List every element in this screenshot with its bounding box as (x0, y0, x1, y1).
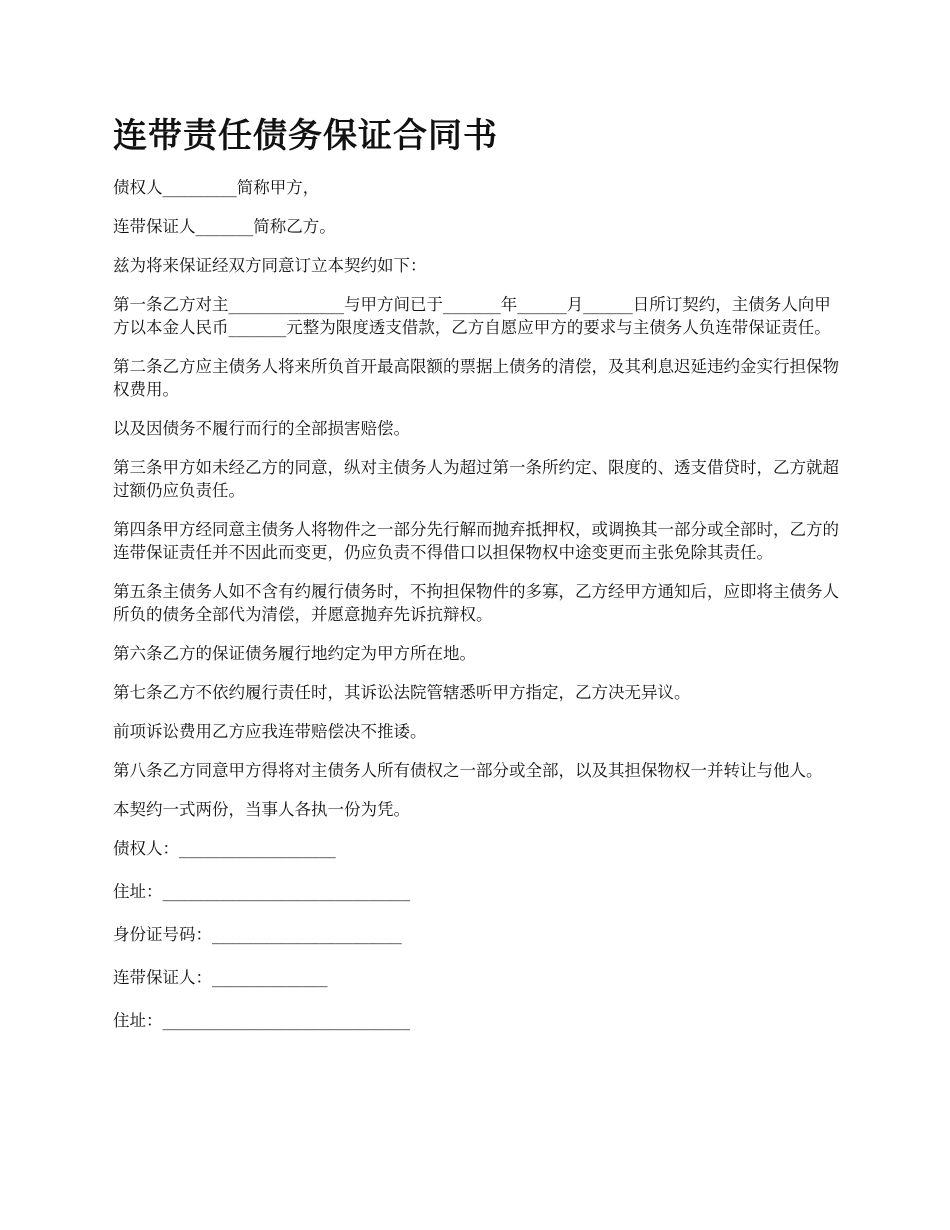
document-title: 连带责任债务保证合同书 (113, 116, 498, 156)
article-3: 第三条甲方如未经乙方的同意，纵对主债务人为超过第一条所约定、限度的、透支借贷时，乙方就超过额仍应负责任。 (113, 458, 839, 500)
article-2: 第二条乙方应主债务人将来所负首开最高限额的票据上债务的清偿，及其利息迟延违约金实行担保物权费用。 (113, 357, 839, 399)
article-7-continued: 前项诉讼费用乙方应我连带赔偿决不推诿。 (113, 722, 427, 741)
signature-guarantor-address: 住址：______________________________ (113, 1011, 410, 1030)
signature-creditor: 债权人：___________________ (113, 839, 336, 858)
document-body (113, 176, 845, 1052)
signature-id-number: 身份证号码：_______________________ (113, 925, 402, 944)
article-6: 第六条乙方的保证债务履行地约定为甲方所在地。 (113, 644, 476, 663)
paragraph-copies: 本契约一式两份，当事人各执一份为凭。 (113, 800, 410, 819)
paragraph-guarantor: 连带保证人_______简称乙方。 (113, 217, 336, 236)
paragraph-intro: 兹为将来保证经双方同意订立本契约如下： (113, 256, 427, 275)
signature-creditor-address: 住址：______________________________ (113, 882, 410, 901)
article-4: 第四条甲方经同意主债务人将物件之一部分先行解而抛弃抵押权，或调换其一部分或全部时，乙方的连带保证责任并不因此而变更，仍应负责不得借口以担保物权中途变更而主张免除其责任。 (113, 520, 839, 562)
paragraph-creditor: 债权人_________简称甲方， (113, 178, 320, 197)
article-1: 第一条乙方对主______________与甲方间已于_______年______月______日所订契约，主债务人向甲方以本金人民币_______元整为限度透支借款，乙方自愿应甲方的要求与主债务人负连带保证责任。 (113, 295, 831, 337)
signature-guarantor: 连带保证人：______________ (113, 968, 328, 987)
article-8: 第八条乙方同意甲方得将对主债务人所有债权之一部分或全部，以及其担保物权一并转让与他人。 (113, 761, 823, 780)
article-5: 第五条主债务人如不含有约履行债务时，不拘担保物件的多寡，乙方经甲方通知后，应即将主债务人所负的债务全部代为清偿，并愿意抛弃先诉抗辩权。 (113, 582, 839, 624)
article-2-continued: 以及因债务不履行而行的全部损害赔偿。 (113, 419, 410, 438)
article-7: 第七条乙方不依约履行责任时，其诉讼法院管辖悉听甲方指定，乙方决无异议。 (113, 683, 691, 702)
